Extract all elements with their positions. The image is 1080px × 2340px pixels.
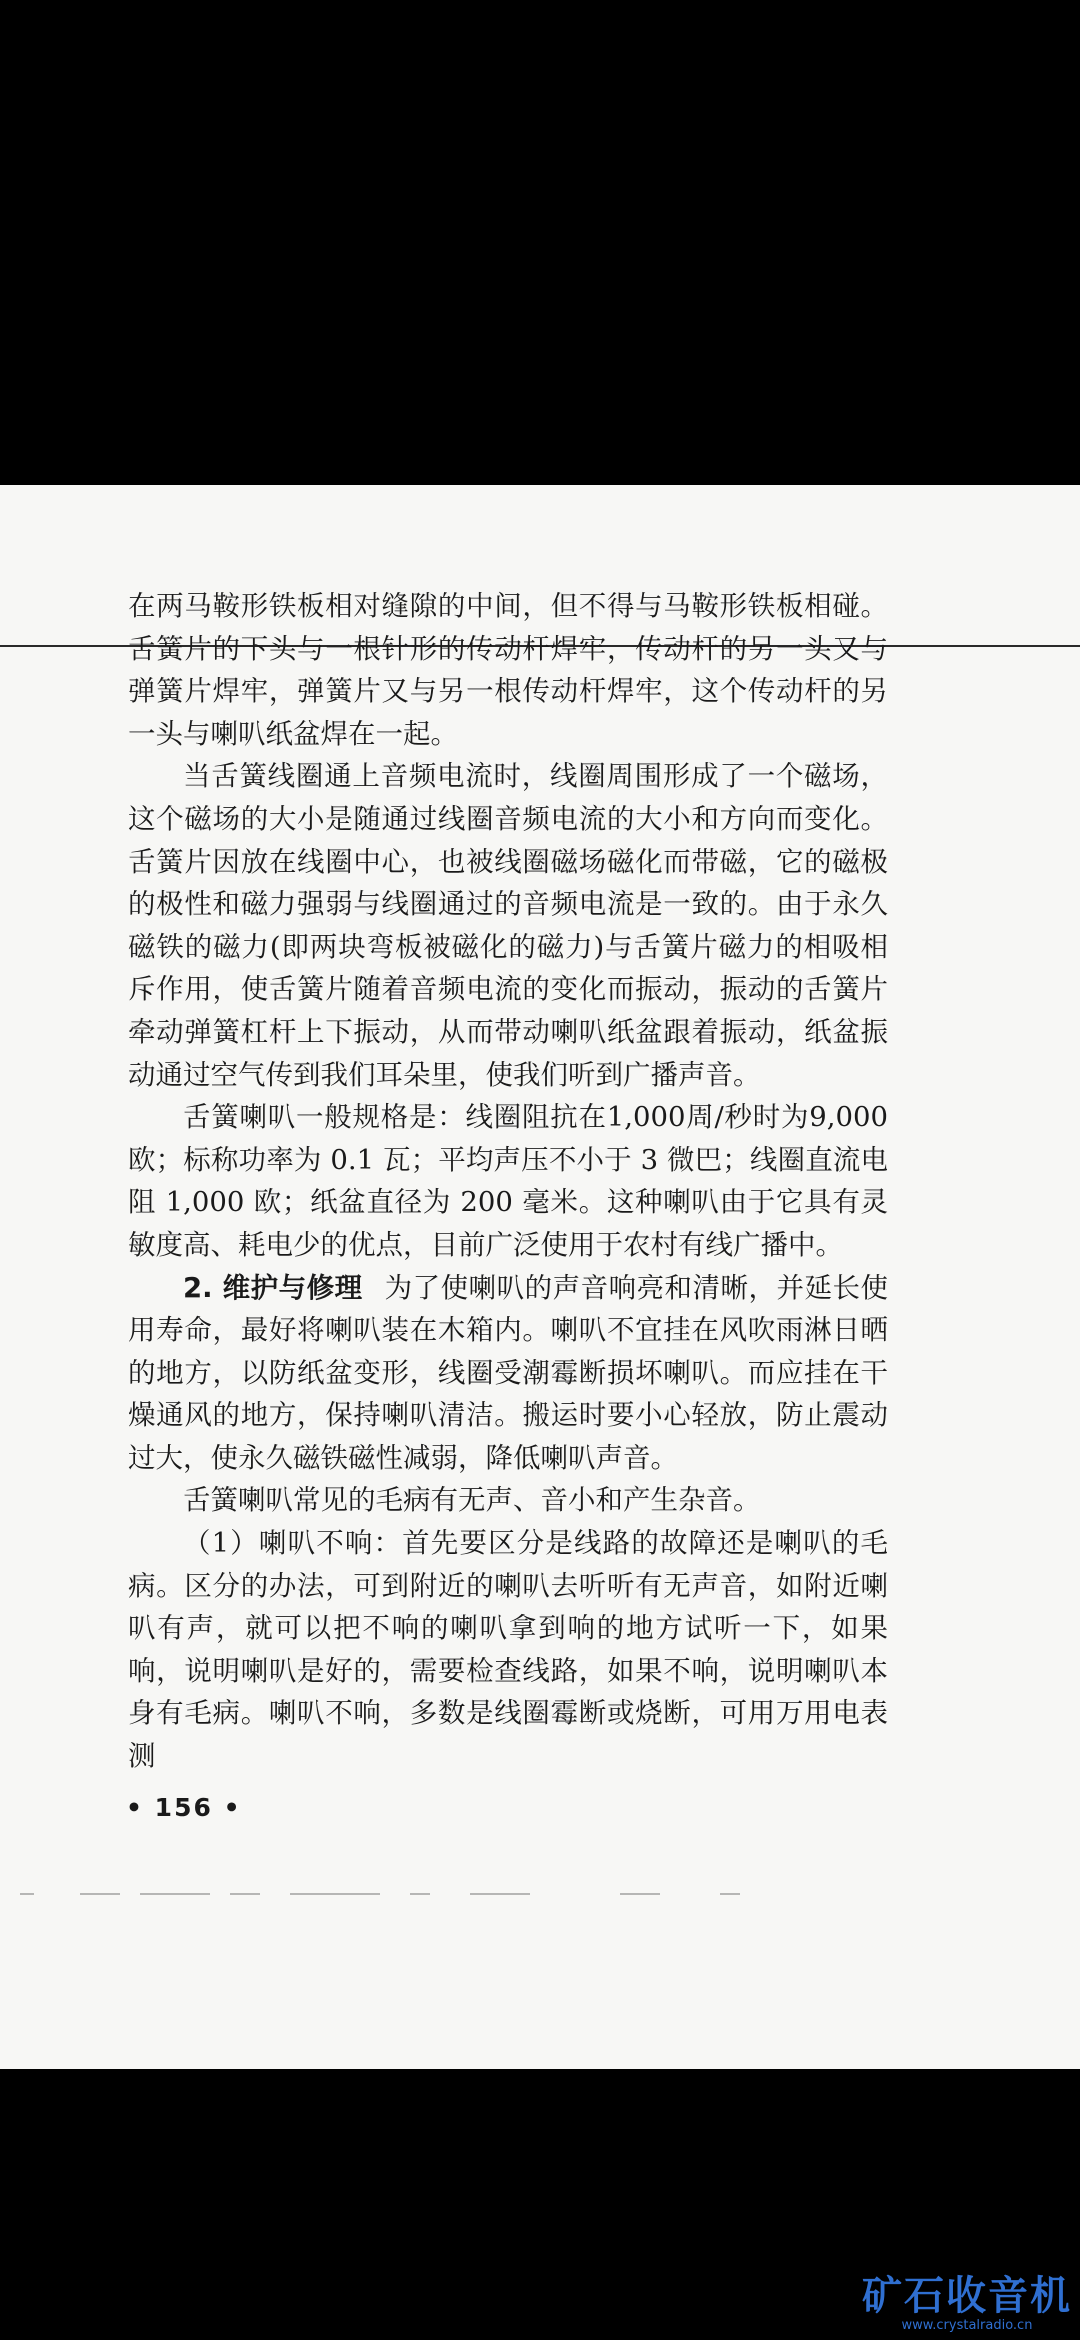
page-body-text: [128, 585, 888, 1778]
paragraph-common-faults: 舌簧喇叭常见的毛病有无声、音小和产生杂音。: [183, 1484, 761, 1517]
page-number: • 156 •: [126, 1793, 242, 1822]
scan-noise-artifact: [20, 1893, 920, 1899]
paragraph-no-sound: （1）喇叭不响：首先要区分是线路的故障还是喇叭的毛病。区分的办法，可到附近的喇叭去听听有无声音，如附近喇叭有声，就可以把不响的喇叭拿到响的地方试听一下，如果响，说明喇叭是好的，需要检查线路，如果不响，说明喇叭本身有毛病。喇叭不响，多数是线圈霉断或烧断，可用万用电表测: [128, 1527, 888, 1773]
scanned-page: [0, 485, 1080, 2069]
section-heading: 2. 维护与修理: [183, 1271, 363, 1304]
paragraph-specifications: 舌簧喇叭一般规格是：线圈阻抗在1,000周/秒时为9,000欧；标称功率为 0.1 瓦；平均声压不小于 3 微巴；线圈直流电阻 1,000 欧；纸盆直径为 200 毫米。这种喇叭由于它具有灵敏度高、耗电少的优点，目前广泛使用于农村有线广播中。: [128, 1101, 888, 1261]
paragraph-maintenance: [128, 1267, 888, 1480]
watermark-url: www.crystalradio.cn: [901, 2318, 1033, 2333]
site-watermark: [862, 2274, 1072, 2334]
paragraph-maintenance-text: 为了使喇叭的声音响亮和清晰，并延长使用寿命，最好将喇叭装在木箱内。喇叭不宜挂在风吹雨淋日晒的地方，以防纸盆变形，线圈受潮霉断损坏喇叭。而应挂在干燥通风的地方，保持喇叭清洁。搬运时要小心轻放，防止震动过大，使永久磁铁磁性减弱，降低喇叭声音。: [128, 1271, 889, 1474]
paragraph-continued: 在两马鞍形铁板相对缝隙的中间，但不得与马鞍形铁板相碰。舌簧片的下头与一根针形的传动杆焊牢，传动杆的另一头又与弹簧片焊牢，弹簧片又与另一根传动杆焊牢，这个传动杆的另一头与喇叭纸盆焊在一起。: [128, 590, 888, 750]
paragraph-magnetic-field: 当舌簧线圈通上音频电流时，线圈周围形成了一个磁场，这个磁场的大小是随通过线圈音频电流的大小和方向而变化。舌簧片因放在线圈中心，也被线圈磁场磁化而带磁，它的磁极的极性和磁力强弱与线圈通过的音频电流是一致的。由于永久磁铁的磁力(即两块弯板被磁化的磁力)与舌簧片磁力的相吸相斥作用，使舌簧片随着音频电流的变化而振动，振动的舌簧片牵动弹簧杠杆上下振动，从而带动喇叭纸盆跟着振动，纸盆振动通过空气传到我们耳朵里，使我们听到广播声音。: [128, 760, 888, 1091]
watermark-logo: 矿石收音机: [862, 2273, 1072, 2319]
